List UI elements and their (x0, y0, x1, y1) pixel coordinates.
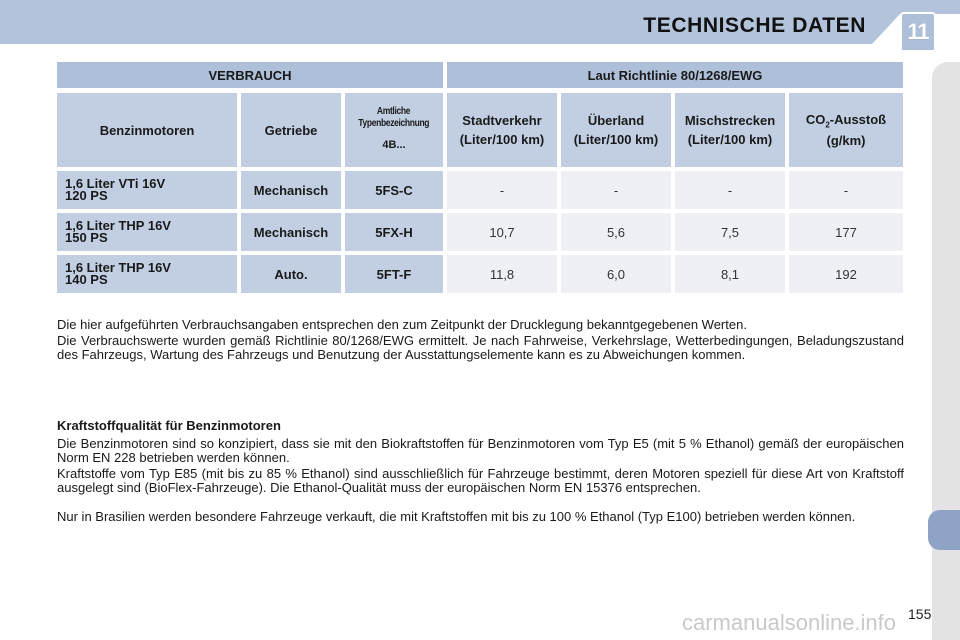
paragraph-e85: Kraftstoffe vom Typ E85 (mit bis zu 85 % Ethanol) sind ausschließlich für Fahrzeuge bestimmt, deren Motoren speziell für diese Art von Kraftstoff ausgelegt sind (BioFlex-Fahrzeuge). Die Ethanol-Qualität muss der europäischen Norm EN 15376 entsprechen. (57, 466, 904, 495)
paragraph-e5: Die Benzinmotoren sind so konzipiert, dass sie mit den Biokraftstoffen für Benzinmotoren vom Typ E5 (mit 5 % Ethanol) gemäß der europäischen Norm EN 228 betrieben werden können. (57, 436, 904, 465)
chapter-tab (900, 12, 936, 52)
table-row (57, 213, 903, 251)
col-extra-urban: Überland (Liter/100 km) (561, 93, 671, 167)
col-type-designation: Amtliche Typenbezeichnung 4B... (345, 93, 443, 167)
row-urban: 11,8 (447, 255, 557, 293)
side-tab (928, 510, 960, 550)
page-number: 155 (908, 606, 932, 622)
chapter-number: 11 (907, 19, 929, 44)
row-type: 5FS-C (345, 171, 443, 209)
row-gearbox: Mechanisch (241, 171, 341, 209)
paragraph-e100: Nur in Brasilien werden besondere Fahrzeuge verkauft, die mit Kraftstoffen mit bis zu 100 % Ethanol (Typ E100) betrieben werden können. (57, 509, 856, 524)
header-notch (872, 14, 900, 44)
table-row (57, 171, 903, 209)
col-urban: Stadtverkehr (Liter/100 km) (447, 93, 557, 167)
col-gearbox: Getriebe (241, 93, 341, 167)
row-engine: 1,6 Liter THP 16V 140 PS (57, 255, 237, 293)
row-urban: - (447, 171, 557, 209)
row-co2: 192 (789, 255, 903, 293)
row-urban: 10,7 (447, 213, 557, 251)
table-section-header (57, 62, 903, 88)
col-engine: Benzinmotoren (57, 93, 237, 167)
row-combined: - (675, 171, 785, 209)
paragraph-values-note: Die hier aufgeführten Verbrauchsangaben entsprechen den zum Zeitpunkt der Drucklegung bekanntgegebenen Werten. (57, 317, 747, 332)
row-combined: 8,1 (675, 255, 785, 293)
section-verbrauch: VERBRAUCH (57, 62, 443, 88)
row-extra-urban: - (561, 171, 671, 209)
watermark: carmanualsonline.info (682, 610, 897, 635)
row-co2: - (789, 171, 903, 209)
row-type: 5FT-F (345, 255, 443, 293)
col-combined: Mischstrecken (Liter/100 km) (675, 93, 785, 167)
row-extra-urban: 6,0 (561, 255, 671, 293)
table-column-header (57, 93, 903, 167)
page-title: TECHNISCHE DATEN (643, 14, 866, 37)
table-row (57, 255, 903, 293)
row-engine: 1,6 Liter THP 16V 150 PS (57, 213, 237, 251)
col-co2: $CO_2$-Ausstoß (g/km) (789, 93, 903, 167)
row-combined: 7,5 (675, 213, 785, 251)
row-extra-urban: 5,6 (561, 213, 671, 251)
side-strip (932, 62, 960, 640)
paragraph-directive-note: Die Verbrauchswerte wurden gemäß Richtlinie 80/1268/EWG ermittelt. Je nach Fahrweise, Verkehrslage, Wetterbedingungen, Beladungszustand des Fahrzeugs, Wartung des Fahrzeugs und Benutzung der Ausstattungselemente kann es zu Abweichungen kommen. (57, 333, 904, 362)
row-co2: 177 (789, 213, 903, 251)
row-gearbox: Auto. (241, 255, 341, 293)
row-gearbox: Mechanisch (241, 213, 341, 251)
row-engine: 1,6 Liter VTi 16V 120 PS (57, 171, 237, 209)
row-type: 5FX-H (345, 213, 443, 251)
section-directive: Laut Richtlinie 80/1268/EWG (447, 62, 903, 88)
fuel-quality-heading: Kraftstoffqualität für Benzinmotoren (57, 418, 281, 433)
